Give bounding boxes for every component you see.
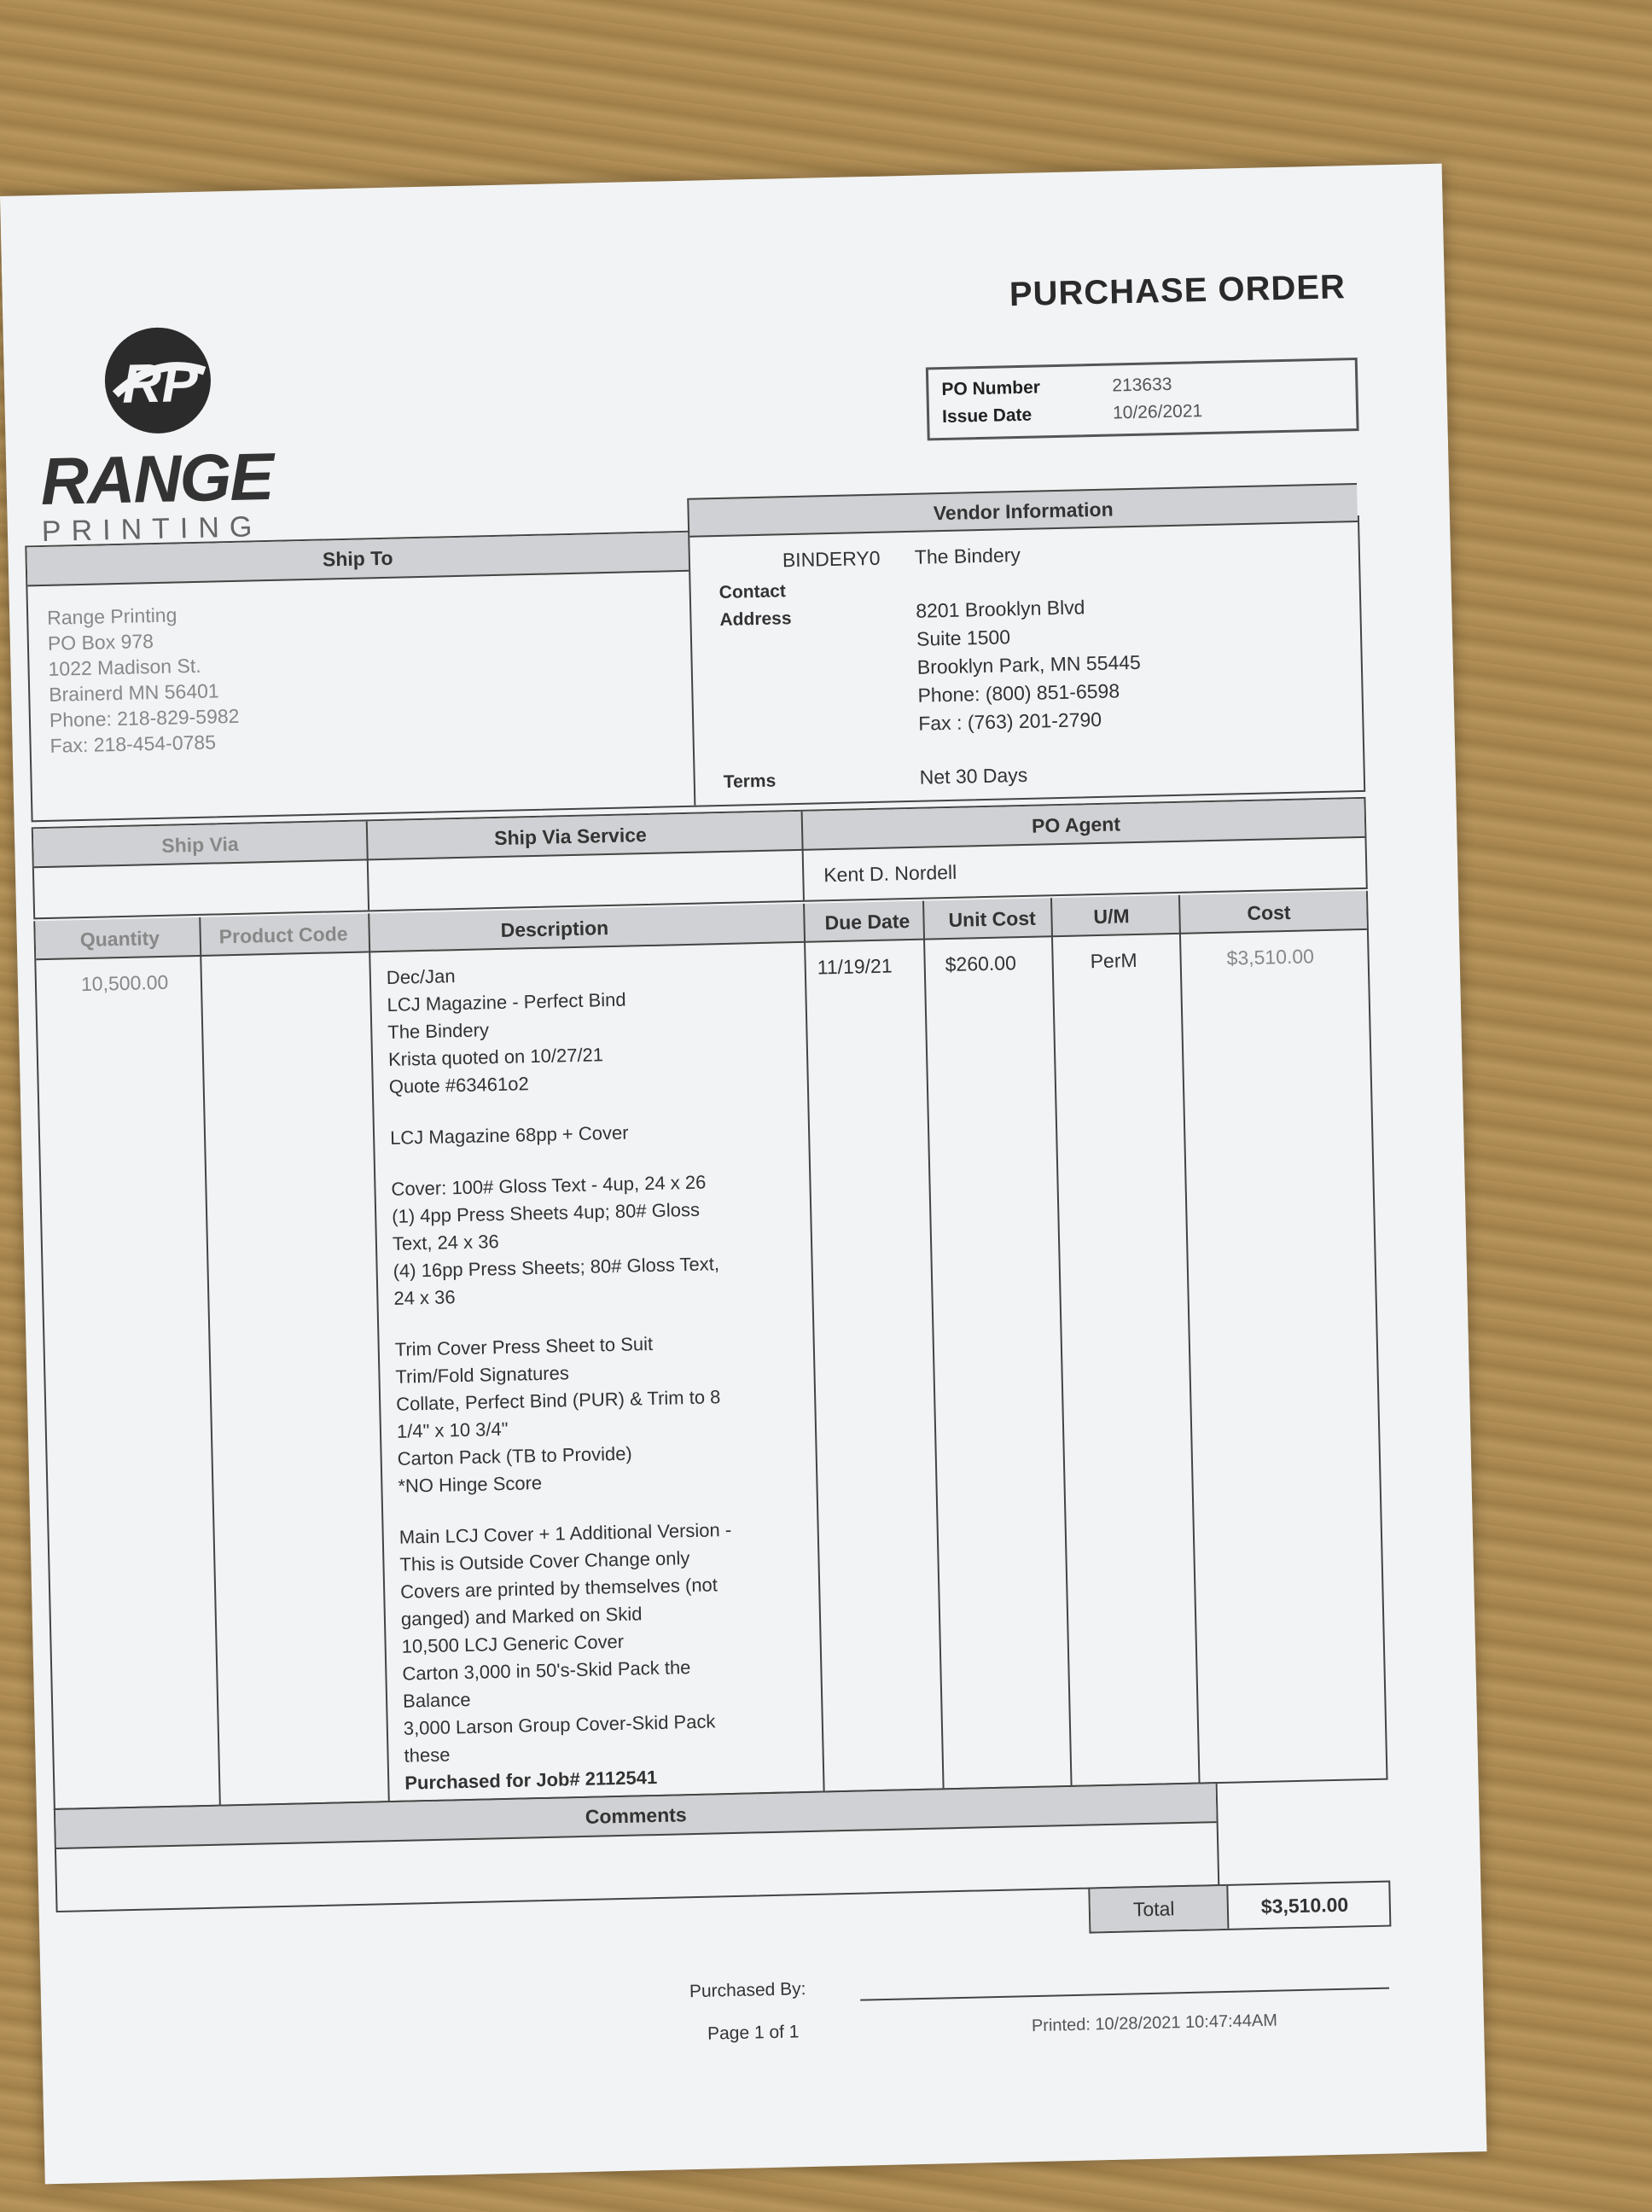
col-cost: Cost: [1247, 900, 1291, 925]
ship-to-line: Range Printing: [46, 603, 177, 629]
col-due-date: Due Date: [824, 910, 910, 934]
item-cost: $3,510.00: [1226, 945, 1315, 969]
description-line: 10,500 LCJ Generic Cover: [401, 1630, 625, 1657]
page-number: Page 1 of 1: [707, 2022, 800, 2044]
description-line: 24 x 36: [393, 1286, 456, 1309]
description-line: Trim/Fold Signatures: [395, 1362, 570, 1388]
ship-to-header: Ship To: [26, 533, 689, 587]
po-agent-label: PO Agent: [1031, 812, 1121, 837]
total-box: [1088, 1881, 1391, 1934]
contact-label: Contact: [718, 581, 787, 602]
total-label: Total: [1132, 1897, 1175, 1921]
ship-to-line: Fax: 218-454-0785: [49, 731, 217, 757]
vendor-address-line: 8201 Brooklyn Blvd: [916, 596, 1085, 622]
description-line: Main LCJ Cover + 1 Additional Version -: [398, 1518, 732, 1548]
col-um: U/M: [1093, 905, 1130, 928]
job-reference: Purchased for Job# 2112541: [404, 1767, 658, 1794]
col-quantity: Quantity: [79, 926, 160, 952]
po-info-box: [926, 358, 1359, 440]
description-line: LCJ Magazine - Perfect Bind: [387, 988, 626, 1016]
logo-mark-icon: [96, 319, 218, 441]
description-line: This is Outside Cover Change only: [399, 1547, 690, 1575]
signature-line: [860, 1988, 1389, 2001]
description-line: these: [404, 1743, 451, 1767]
purchased-by-label: Purchased By:: [689, 1979, 806, 2002]
description-line: Carton 3,000 in 50's-Skid Pack the: [402, 1656, 691, 1685]
vendor-address-line: Phone: (800) 851-6598: [917, 679, 1120, 707]
ship-to-line: PO Box 978: [47, 630, 154, 655]
ship-to-address: [47, 601, 241, 759]
col-description: Description: [500, 917, 609, 941]
item-quantity: 10,500.00: [80, 970, 169, 996]
description-line: 1/4" x 10 3/4": [396, 1417, 509, 1442]
description-line: Cover: 100# Gloss Text - 4up, 24 x 26: [391, 1171, 707, 1200]
item-um: PerM: [1090, 949, 1137, 973]
description-line: Collate, Perfect Bind (PUR) & Trim to 8: [395, 1386, 721, 1415]
issue-date: 10/26/2021: [1112, 401, 1203, 423]
vendor-address-line: Brooklyn Park, MN 55445: [916, 650, 1142, 678]
svg-text:RP: RP: [121, 351, 199, 415]
company-logo: [37, 317, 297, 548]
vendor-address-line: Fax : (763) 201-2790: [917, 707, 1102, 735]
vendor-name: The Bindery: [914, 543, 1021, 568]
col-unit-cost: Unit Cost: [948, 906, 1037, 931]
item-description: [387, 957, 738, 1797]
description-line: (1) 4pp Press Sheets 4up; 80# Gloss: [391, 1198, 701, 1227]
item-due-date: 11/19/21: [817, 954, 893, 979]
description-line: Text, 24 x 36: [392, 1231, 499, 1254]
po-number-label: PO Number: [941, 377, 1041, 400]
total-value: $3,510.00: [1260, 1893, 1349, 1918]
col-product-code: Product Code: [218, 922, 348, 948]
description-line: Trim Cover Press Sheet to Suit: [394, 1332, 654, 1360]
terms-label: Terms: [723, 771, 777, 792]
description-line: (4) 16pp Press Sheets; 80# Gloss Text,: [393, 1253, 720, 1282]
ship-via-service-label: Ship Via Service: [493, 824, 648, 850]
ship-to-line: Brainerd MN 56401: [48, 679, 219, 706]
document-title: PURCHASE ORDER: [1009, 268, 1347, 314]
description-line: 3,000 Larson Group Cover-Skid Pack: [403, 1710, 716, 1739]
purchase-order-sheet: [0, 164, 1486, 2185]
description-line: Quote #63461o2: [388, 1073, 529, 1097]
vendor-header: Vendor Information: [689, 483, 1358, 538]
description-line: LCJ Magazine 68pp + Cover: [389, 1121, 629, 1149]
issue-date-label: Issue Date: [941, 405, 1032, 428]
po-agent-name: Kent D. Nordell: [823, 860, 957, 887]
address-section: [25, 498, 1365, 822]
line-items-table: [33, 891, 1387, 1810]
ship-via-label: Ship Via: [161, 832, 239, 857]
logo-subtitle: PRINTING: [41, 510, 263, 548]
description-line: Balance: [402, 1688, 471, 1712]
vendor-address-line: Suite 1500: [916, 626, 1011, 650]
description-line: ganged) and Marked on Skid: [400, 1603, 643, 1630]
description-line: Carton Pack (TB to Provide): [397, 1442, 633, 1470]
comments-header: Comments: [55, 1784, 1217, 1849]
po-number: 213633: [1112, 374, 1172, 396]
ship-to-line: Phone: 218-829-5982: [49, 704, 240, 731]
address-label: Address: [719, 608, 792, 630]
ship-to-line: 1022 Madison St.: [48, 654, 201, 680]
item-unit-cost: $260.00: [945, 952, 1017, 976]
description-line: Covers are printed by themselves (not: [399, 1574, 718, 1603]
vendor-code: BINDERY0: [782, 546, 881, 572]
vendor-address: [916, 592, 1143, 738]
description-line: *NO Hinge Score: [398, 1471, 543, 1497]
printed-timestamp: Printed: 10/28/2021 10:47:44AM: [1031, 2011, 1278, 2036]
terms-value: Net 30 Days: [919, 763, 1028, 789]
description-line: Dec/Jan: [386, 965, 456, 988]
description-line: Krista quoted on 10/27/21: [387, 1044, 604, 1070]
description-line: The Bindery: [387, 1019, 490, 1043]
logo-name: RANGE: [39, 438, 274, 519]
